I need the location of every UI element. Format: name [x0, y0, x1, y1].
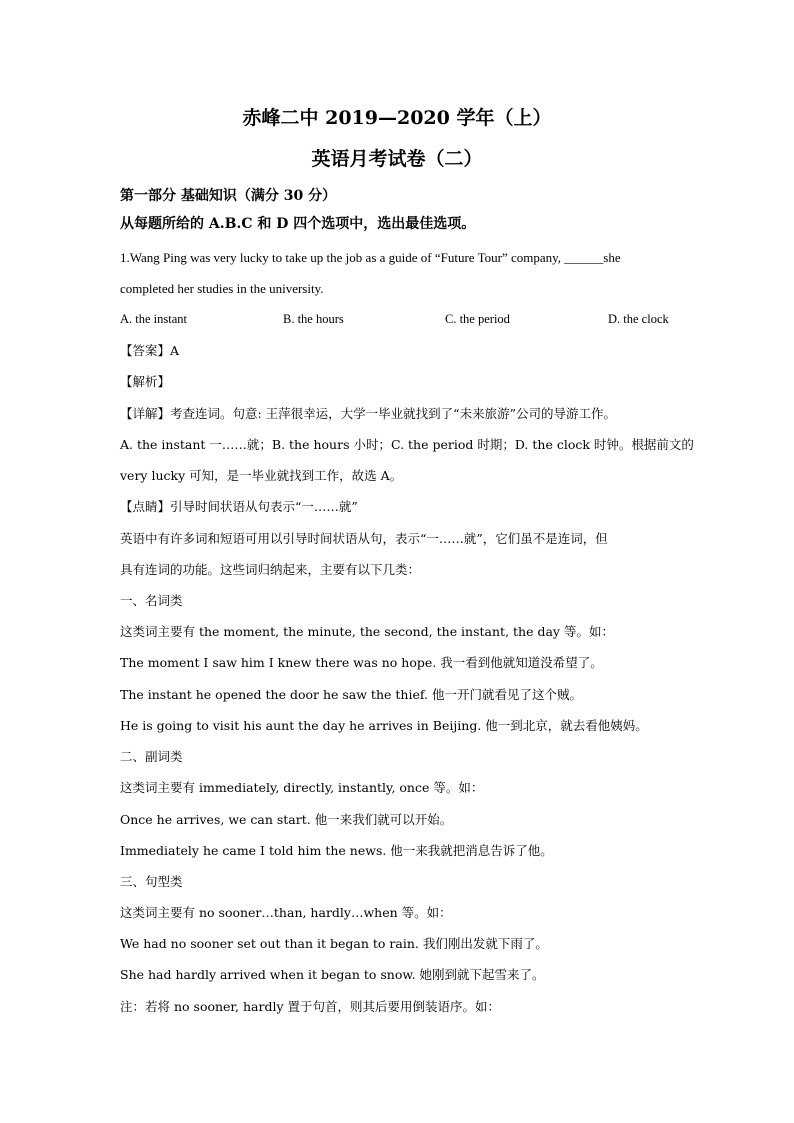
question-stem-line1: 1.Wang Ping was very lucky to take up the job as a guide of “Future Tour” company, ______she: [120, 250, 621, 265]
body-line: The moment I saw him I knew there was no hope. 我一看到他就知道没希望了。: [120, 655, 603, 670]
option-c: C. the period: [445, 312, 510, 326]
body-line: We had no sooner set out than it began to rain. 我们刚出发就下雨了。: [120, 936, 548, 951]
option-d: D. the clock: [608, 312, 669, 326]
body-line: 注：若将 no sooner, hardly 置于句首，则其后要用倒装语序。如：: [120, 999, 500, 1014]
analysis-label: 【解析】: [120, 374, 171, 389]
body-line: She had hardly arrived when it began to snow. 她刚到就下起雪来了。: [120, 967, 545, 982]
body-line: 三、句型类: [120, 874, 183, 889]
body-line: 这类词主要有 no sooner…than, hardly…when 等。如：: [120, 905, 452, 920]
option-a: A. the instant: [120, 312, 188, 326]
body-line: A. the instant 一……就；B. the hours 小时；C. the period 时期；D. the clock 时钟。根据前文的: [120, 437, 694, 452]
body-line: 【点睛】引导时间状语从句表示“一……就”: [120, 499, 358, 514]
body-line: He is going to visit his aunt the day he arrives in Beijing. 他一到北京，就去看他姨妈。: [120, 718, 648, 733]
body-line: Once he arrives, we can start. 他一来我们就可以开始。: [120, 812, 453, 827]
body-line: 英语中有许多词和短语可用以引导时间状语从句，表示“一……就”，它们虽不是连词，但: [120, 531, 608, 546]
exam-title-line1: 赤峰二中 2019—2020 学年（上）: [242, 107, 552, 129]
body-line: 这类词主要有 the moment, the minute, the second, the instant, the day 等。如：: [120, 624, 614, 639]
section-heading: 第一部分 基础知识（满分 30 分）: [120, 188, 337, 204]
body-line: 一、名词类: [120, 593, 183, 608]
question-stem-line2: completed her studies in the university.: [120, 281, 324, 296]
body-line: very lucky 可知，是一毕业就找到工作，故选 A。: [120, 468, 403, 483]
body-line: 这类词主要有 immediately, directly, instantly, once 等。如：: [120, 780, 484, 795]
answer-row: [120, 343, 179, 359]
option-b: B. the hours: [283, 312, 344, 326]
answer-label: 【答案】: [120, 343, 171, 358]
exam-title-line2: 英语月考试卷（二）: [311, 148, 483, 170]
body-line: 【详解】考查连词。句意: 王萍很幸运，大学一毕业就找到了“未来旅游”公司的导游工作。: [120, 406, 616, 421]
body-line: 二、副词类: [120, 749, 183, 764]
answer-value: A: [170, 343, 180, 358]
body-line: The instant he opened the door he saw the thief. 他一开门就看见了这个贼。: [120, 687, 582, 702]
body-line: 具有连词的功能。这些词归纳起来，主要有以下几类：: [120, 562, 421, 577]
section-instruction: 从每题所给的 A.B.C 和 D 四个选项中，选出最佳选项。: [120, 216, 476, 232]
body-line: Immediately he came I told him the news. 他一来我就把消息告诉了他。: [120, 843, 553, 858]
